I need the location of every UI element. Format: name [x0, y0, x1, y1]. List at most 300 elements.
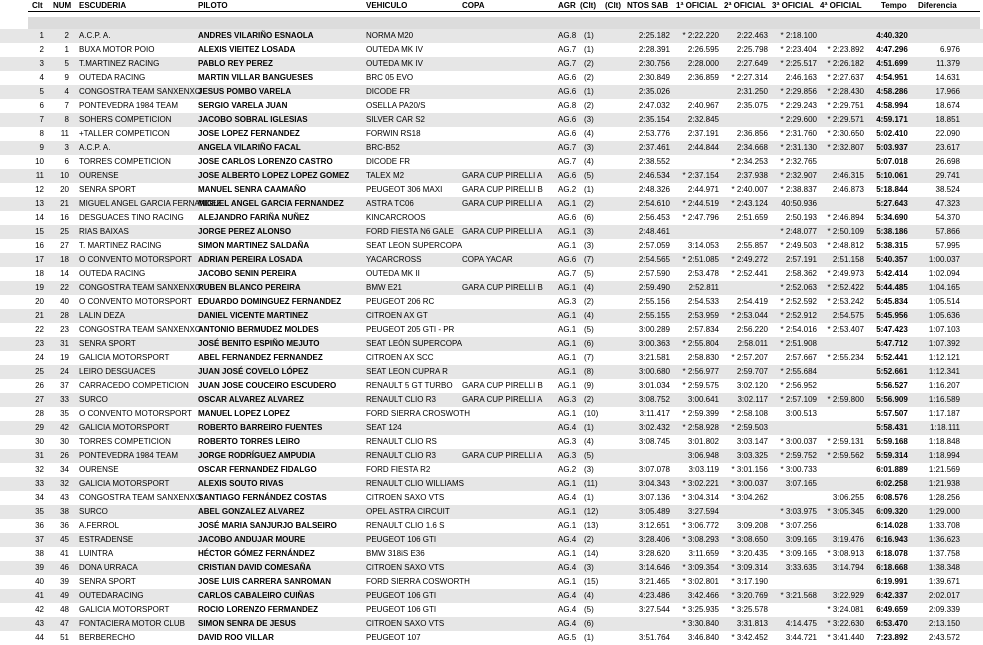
cell-tempo: 6:42.337 — [876, 591, 908, 600]
cell-tempo: 5:56.527 — [876, 381, 908, 390]
table-row — [0, 71, 983, 85]
cell-oficial-3: * 2:32.907 — [780, 171, 817, 180]
cell-diferencia: 1:00.037 — [928, 255, 960, 264]
cell-clt-agr: (10) — [584, 409, 599, 418]
cell-ntos-sab: 2:35.026 — [638, 87, 670, 96]
table-row — [0, 407, 983, 421]
cell-clt: 13 — [35, 199, 44, 208]
cell-piloto: JACOBO SOBRAL IGLESIAS — [198, 115, 308, 124]
cell-tempo: 5:45.956 — [876, 311, 908, 320]
cell-clt: 43 — [35, 619, 44, 628]
cell-oficial-4: * 2:48.812 — [827, 241, 864, 250]
cell-diferencia: 1:37.758 — [928, 549, 960, 558]
cell-oficial-1: * 3:02.221 — [682, 479, 719, 488]
cell-vehiculo: PEUGEOT 107 — [366, 633, 421, 642]
cell-clt: 21 — [35, 311, 44, 320]
cell-ntos-sab: 3:08.745 — [638, 437, 670, 446]
cell-oficial-1: 3:06.948 — [687, 451, 719, 460]
cell-escuderia: SURCO — [79, 507, 108, 516]
cell-piloto: EDUARDO DOMINGUEZ FERNANDEZ — [198, 297, 342, 306]
cell-oficial-2: * 2:52.441 — [731, 269, 768, 278]
cell-vehiculo: SILVER CAR S2 — [366, 115, 425, 124]
cell-oficial-3: * 2:59.752 — [780, 451, 817, 460]
cell-vehiculo: DICODE FR — [366, 157, 410, 166]
cell-diferencia: 18.674 — [935, 101, 960, 110]
cell-clt: 3 — [39, 59, 44, 68]
cell-num: 43 — [60, 493, 69, 502]
table-row — [0, 421, 983, 435]
cell-oficial-3: * 2:57.109 — [780, 395, 817, 404]
cell-clt: 20 — [35, 297, 44, 306]
table-row — [0, 323, 983, 337]
cell-num: 18 — [60, 255, 69, 264]
cell-oficial-4: * 2:29.571 — [827, 115, 864, 124]
cell-clt: 33 — [35, 479, 44, 488]
cell-ntos-sab: 2:46.534 — [638, 171, 670, 180]
cell-vehiculo: RENAULT CLIO RS — [366, 437, 437, 446]
table-row — [0, 267, 983, 281]
cell-oficial-4: * 2:59.800 — [827, 395, 864, 404]
cell-tempo: 4:47.296 — [876, 45, 908, 54]
cell-agr: AG.7 — [558, 143, 577, 152]
cell-agr: AG.7 — [558, 59, 577, 68]
cell-diferencia: 14.631 — [935, 73, 960, 82]
cell-piloto: SERGIO VARELA JUAN — [198, 101, 288, 110]
cell-vehiculo: RENAULT CLIO WILLIAMS — [366, 479, 464, 488]
cell-escuderia: GALICIA MOTORSPORT — [79, 605, 170, 614]
table-row — [0, 463, 983, 477]
cell-agr: AG.1 — [558, 241, 577, 250]
cell-oficial-2: * 2:59.503 — [731, 423, 768, 432]
cell-ntos-sab: 2:55.156 — [638, 297, 670, 306]
cell-oficial-2: * 2:43.124 — [731, 199, 768, 208]
col-agr: AGR — [558, 1, 576, 10]
cell-vehiculo: FORD SIERRA CROSWOTH — [366, 409, 471, 418]
cell-oficial-4: * 2:30.650 — [827, 129, 864, 138]
cell-diferencia: 1:05.636 — [928, 311, 960, 320]
cell-vehiculo: PEUGEOT 306 MAXI — [366, 185, 443, 194]
cell-oficial-2: * 3:42.452 — [731, 633, 768, 642]
cell-oficial-2: 2:34.668 — [736, 143, 768, 152]
cell-clt: 37 — [35, 535, 44, 544]
cell-escuderia: O CONVENTO MOTORSPORT — [79, 409, 192, 418]
cell-diferencia: 23.617 — [935, 143, 960, 152]
cell-diferencia: 1:02.094 — [928, 269, 960, 278]
cell-diferencia: 47.323 — [935, 199, 960, 208]
cell-num: 32 — [60, 479, 69, 488]
table-row — [0, 281, 983, 295]
cell-clt: 25 — [35, 367, 44, 376]
cell-oficial-3: 2:58.362 — [785, 269, 817, 278]
cell-clt-agr: (1) — [584, 423, 594, 432]
cell-agr: AG.1 — [558, 521, 577, 530]
cell-escuderia: TORRES COMPETICION — [79, 157, 171, 166]
cell-piloto: JOSE ALBERTO LOPEZ LOPEZ GOMEZ — [198, 171, 350, 180]
cell-clt: 42 — [35, 605, 44, 614]
cell-agr: AG.5 — [558, 633, 577, 642]
cell-num: 47 — [60, 619, 69, 628]
cell-oficial-1: 2:32.845 — [687, 115, 719, 124]
cell-copa: GARA CUP PIRELLI A — [462, 227, 543, 236]
cell-num: 33 — [60, 395, 69, 404]
cell-piloto: ROCIO LORENZO FERMANDEZ — [198, 605, 318, 614]
cell-num: 30 — [60, 437, 69, 446]
cell-diferencia: 57.995 — [935, 241, 960, 250]
cell-copa: GARA CUP PIRELLI A — [462, 171, 543, 180]
cell-diferencia: 17.966 — [935, 87, 960, 96]
cell-vehiculo: FORD SIERRA COSWORTH — [366, 577, 470, 586]
cell-diferencia: 22.090 — [935, 129, 960, 138]
cell-num: 28 — [60, 311, 69, 320]
cell-vehiculo: OSELLA PA20/S — [366, 101, 426, 110]
cell-num: 23 — [60, 325, 69, 334]
cell-oficial-3: * 3:09.165 — [780, 549, 817, 558]
cell-clt: 38 — [35, 549, 44, 558]
cell-clt: 30 — [35, 437, 44, 446]
table-row — [0, 239, 983, 253]
cell-ntos-sab: 3:21.465 — [638, 577, 670, 586]
cell-tempo: 5:02.410 — [876, 129, 908, 138]
cell-piloto: JORGE RODRÍGUEZ AMPUDIA — [198, 451, 316, 460]
cell-clt-agr: (9) — [584, 381, 594, 390]
cell-clt-agr: (1) — [584, 185, 594, 194]
cell-ntos-sab: 3:11.417 — [639, 409, 670, 418]
cell-oficial-2: 2:31.250 — [736, 87, 768, 96]
cell-ntos-sab: 2:57.590 — [638, 269, 670, 278]
header-rule — [28, 11, 980, 12]
cell-tempo: 5:52.441 — [876, 353, 908, 362]
cell-diferencia: 57.866 — [935, 227, 960, 236]
cell-tempo: 5:45.834 — [876, 297, 908, 306]
cell-vehiculo: OUTEDA MK IV — [366, 45, 423, 54]
cell-piloto: CRISTIAN DAVID COMESAÑA — [198, 563, 312, 572]
cell-vehiculo: BMW 318iS E36 — [366, 549, 425, 558]
cell-ntos-sab: 3:00.289 — [638, 325, 670, 334]
cell-num: 19 — [60, 353, 69, 362]
cell-num: 6 — [64, 157, 69, 166]
cell-tempo: 5:58.431 — [876, 423, 908, 432]
cell-tempo: 6:01.889 — [876, 465, 908, 474]
cell-agr: AG.1 — [558, 549, 577, 558]
cell-oficial-2: * 3:04.262 — [731, 493, 768, 502]
cell-diferencia: 1:21.938 — [928, 479, 960, 488]
cell-oficial-1: * 3:06.772 — [682, 521, 719, 530]
cell-num: 7 — [64, 101, 69, 110]
table-row — [0, 365, 983, 379]
cell-diferencia: 1:21.569 — [928, 465, 960, 474]
col-diferencia: Diferencia — [918, 1, 957, 10]
cell-copa: GARA CUP PIRELLI B — [462, 185, 543, 194]
cell-agr: AG.1 — [558, 199, 577, 208]
cell-oficial-3: * 2:32.765 — [780, 157, 817, 166]
cell-escuderia: CONGOSTRA TEAM SANXENXO — [79, 87, 202, 96]
cell-num: 24 — [60, 367, 69, 376]
cell-diferencia: 1:18.848 — [928, 437, 960, 446]
cell-oficial-3: * 3:00.733 — [780, 465, 817, 474]
cell-vehiculo: PEUGEOT 106 GTI — [366, 605, 437, 614]
cell-escuderia: LALIN DEZA — [79, 311, 125, 320]
cell-piloto: JACOBO SENIN PEREIRA — [198, 269, 297, 278]
cell-oficial-4: * 2:46.894 — [827, 213, 864, 222]
cell-oficial-1: * 3:09.354 — [682, 563, 719, 572]
cell-clt: 36 — [35, 521, 44, 530]
cell-oficial-3: 3:07.165 — [785, 479, 817, 488]
cell-oficial-3: * 3:03.975 — [780, 507, 817, 516]
table-row — [0, 547, 983, 561]
cell-escuderia: PONTEVEDRA 1984 TEAM — [79, 101, 178, 110]
cell-diferencia: 1:05.514 — [928, 297, 960, 306]
cell-clt-agr: (3) — [584, 143, 594, 152]
cell-clt: 14 — [35, 213, 44, 222]
cell-agr: AG.2 — [558, 185, 577, 194]
cell-oficial-2: * 2:58.108 — [731, 409, 768, 418]
cell-clt-agr: (1) — [584, 633, 594, 642]
cell-oficial-1: * 3:02.801 — [682, 577, 719, 586]
cell-oficial-3: * 2:51.908 — [780, 339, 817, 348]
cell-tempo: 6:14.028 — [876, 521, 908, 530]
cell-oficial-2: 2:22.463 — [736, 31, 768, 40]
cell-vehiculo: RENAULT CLIO R3 — [366, 451, 436, 460]
cell-tempo: 7:23.892 — [876, 633, 908, 642]
cell-oficial-1: 2:58.830 — [687, 353, 719, 362]
cell-ntos-sab: 2:48.461 — [638, 227, 670, 236]
cell-num: 4 — [64, 87, 69, 96]
cell-oficial-1: * 3:08.293 — [682, 535, 719, 544]
table-row — [0, 435, 983, 449]
cell-clt-agr: (13) — [584, 521, 599, 530]
cell-oficial-1: * 2:37.154 — [682, 171, 719, 180]
cell-vehiculo: YACARCROSS — [366, 255, 422, 264]
cell-oficial-3: * 2:52.912 — [780, 311, 817, 320]
cell-piloto: JUAN JOSÉ COVELO LÓPEZ — [198, 367, 309, 376]
cell-oficial-4: * 2:53.242 — [827, 297, 864, 306]
cell-oficial-3: * 2:29.243 — [780, 101, 817, 110]
cell-ntos-sab: 3:04.343 — [638, 479, 670, 488]
cell-clt-agr: (7) — [584, 255, 594, 264]
cell-oficial-2: 2:55.857 — [736, 241, 768, 250]
table-row — [0, 589, 983, 603]
cell-clt: 18 — [35, 269, 44, 278]
cell-oficial-3: * 3:00.037 — [780, 437, 817, 446]
cell-agr: AG.1 — [558, 227, 577, 236]
cell-num: 25 — [60, 227, 69, 236]
cell-agr: AG.3 — [558, 395, 577, 404]
cell-clt-agr: (4) — [584, 129, 594, 138]
cell-tempo: 5:34.690 — [876, 213, 908, 222]
cell-clt-agr: (7) — [584, 353, 594, 362]
cell-clt: 17 — [35, 255, 44, 264]
cell-escuderia: ESTRADENSE — [79, 535, 134, 544]
cell-clt-agr: (1) — [584, 45, 594, 54]
cell-agr: AG.4 — [558, 605, 577, 614]
cell-tempo: 4:51.699 — [876, 59, 908, 68]
cell-clt: 32 — [35, 465, 44, 474]
cell-oficial-4: * 2:50.109 — [827, 227, 864, 236]
cell-clt: 9 — [39, 143, 44, 152]
cell-oficial-3: 40:50.936 — [781, 199, 817, 208]
cell-escuderia: OURENSE — [79, 171, 119, 180]
cell-escuderia: SURCO — [79, 395, 108, 404]
cell-oficial-3: * 2:25.517 — [780, 59, 817, 68]
cell-ntos-sab: 2:35.154 — [638, 115, 670, 124]
cell-diferencia: 54.370 — [935, 213, 960, 222]
cell-agr: AG.1 — [558, 367, 577, 376]
cell-oficial-1: * 2:55.804 — [682, 339, 719, 348]
table-row — [0, 309, 983, 323]
cell-vehiculo: CITROEN SAXO VTS — [366, 493, 445, 502]
cell-oficial-2: 2:54.419 — [736, 297, 768, 306]
cell-piloto: JOSE LOPEZ FERNANDEZ — [198, 129, 300, 138]
cell-diferencia: 1:36.623 — [928, 535, 960, 544]
cell-oficial-2: * 3:17.190 — [731, 577, 768, 586]
cell-clt: 2 — [39, 45, 44, 54]
col-piloto: PILOTO — [198, 1, 228, 10]
cell-diferencia: 1:18.994 — [928, 451, 960, 460]
cell-escuderia: CARRACEDO COMPETICION — [79, 381, 189, 390]
cell-oficial-3: * 2:52.592 — [780, 297, 817, 306]
cell-agr: AG.4 — [558, 423, 577, 432]
cell-oficial-3: 2:57.667 — [785, 353, 817, 362]
table-row — [0, 477, 983, 491]
cell-oficial-4: * 2:29.751 — [827, 101, 864, 110]
cell-oficial-2: 2:58.011 — [737, 339, 768, 348]
cell-clt-agr: (6) — [584, 213, 594, 222]
cell-clt: 16 — [35, 241, 44, 250]
cell-escuderia: O CONVENTO MOTORSPORT — [79, 255, 192, 264]
cell-clt: 23 — [35, 339, 44, 348]
cell-clt-agr: (3) — [584, 563, 594, 572]
cell-oficial-2: 2:56.220 — [736, 325, 768, 334]
cell-ntos-sab: 2:47.032 — [638, 101, 670, 110]
table-row — [0, 169, 983, 183]
cell-num: 2 — [64, 31, 69, 40]
cell-tempo: 5:03.937 — [876, 143, 908, 152]
cell-vehiculo: DICODE FR — [366, 87, 410, 96]
cell-oficial-1: 2:57.834 — [687, 325, 719, 334]
cell-oficial-4: 2:51.158 — [832, 255, 864, 264]
cell-oficial-4: 2:54.575 — [832, 311, 864, 320]
cell-agr: AG.1 — [558, 409, 577, 418]
cell-vehiculo: TALEX M2 — [366, 171, 405, 180]
cell-vehiculo: KINCARCROOS — [366, 213, 426, 222]
cell-piloto: MIGUEL ANGEL GARCIA FERNANDEZ — [198, 199, 344, 208]
cell-num: 20 — [60, 185, 69, 194]
cell-vehiculo: RENAULT 5 GT TURBO — [366, 381, 453, 390]
cell-clt: 27 — [35, 395, 44, 404]
col-oficial-1: 1ª OFICIAL — [676, 1, 718, 10]
cell-oficial-4: * 2:27.637 — [827, 73, 864, 82]
cell-agr: AG.4 — [558, 591, 577, 600]
cell-clt: 10 — [35, 157, 44, 166]
cell-oficial-4: * 3:41.440 — [827, 633, 864, 642]
cell-agr: AG.1 — [558, 381, 577, 390]
cell-clt: 22 — [35, 325, 44, 334]
cell-ntos-sab: 3:14.646 — [638, 563, 670, 572]
cell-tempo: 6:53.470 — [876, 619, 908, 628]
cell-copa: COPA YACAR — [462, 255, 513, 264]
cell-oficial-4: 3:19.476 — [832, 535, 864, 544]
cell-oficial-2: 2:59.707 — [736, 367, 768, 376]
table-row — [0, 99, 983, 113]
cell-vehiculo: PEUGEOT 205 GTI - PR — [366, 325, 455, 334]
cell-piloto: JACOBO ANDUJAR MOURE — [198, 535, 306, 544]
cell-clt-agr: (14) — [584, 549, 599, 558]
cell-oficial-2: 3:03.147 — [736, 437, 768, 446]
cell-oficial-3: * 2:49.503 — [780, 241, 817, 250]
cell-oficial-4: * 2:52.422 — [827, 283, 864, 292]
cell-tempo: 5:38.186 — [876, 227, 908, 236]
cell-diferencia: 38.524 — [935, 185, 960, 194]
cell-num: 42 — [60, 423, 69, 432]
cell-oficial-1: 3:27.594 — [687, 507, 719, 516]
cell-ntos-sab: 3:00.680 — [638, 367, 670, 376]
cell-piloto: JOSÉ MARIA SANJURJO BALSEIRO — [198, 521, 337, 530]
cell-oficial-4: 2:46.315 — [832, 171, 864, 180]
cell-diferencia: 6.976 — [939, 45, 960, 54]
cell-oficial-2: * 3:08.650 — [731, 535, 768, 544]
cell-clt: 1 — [39, 31, 44, 40]
cell-oficial-3: 3:33.635 — [785, 563, 817, 572]
cell-ntos-sab: 2:53.776 — [638, 129, 670, 138]
cell-oficial-4: * 2:28.430 — [827, 87, 864, 96]
cell-oficial-1: 2:44.844 — [687, 143, 719, 152]
cell-vehiculo: OPEL ASTRA CIRCUIT — [366, 507, 450, 516]
cell-num: 10 — [60, 171, 69, 180]
cell-oficial-1: * 2:51.085 — [682, 255, 719, 264]
cell-clt-agr: (1) — [584, 493, 594, 502]
cell-clt-agr: (1) — [584, 87, 594, 96]
col-clt-agr: (Clt) — [580, 1, 596, 10]
cell-ntos-sab: 3:08.752 — [638, 395, 670, 404]
col-num: NUM — [53, 1, 72, 10]
cell-agr: AG.1 — [558, 507, 577, 516]
cell-oficial-1: 2:53.478 — [687, 269, 719, 278]
cell-tempo: 6:18.078 — [876, 549, 908, 558]
table-row — [0, 85, 983, 99]
cell-piloto: JESUS POMBO VARELA — [198, 87, 292, 96]
cell-tempo: 5:47.423 — [876, 325, 908, 334]
cell-oficial-3: * 2:31.760 — [780, 129, 817, 138]
cell-escuderia: T. MARTINEZ RACING — [79, 241, 162, 250]
cell-ntos-sab: 4:23.486 — [638, 591, 670, 600]
cell-clt-agr: (2) — [584, 73, 594, 82]
cell-oficial-2: * 3:20.769 — [731, 591, 768, 600]
cell-vehiculo: BRC 05 EVO — [366, 73, 414, 82]
cell-piloto: SANTIAGO FERNÁNDEZ COSTAS — [198, 493, 327, 502]
cell-diferencia: 1:18.111 — [930, 423, 960, 432]
cell-tempo: 5:27.643 — [876, 199, 908, 208]
cell-tempo: 4:58.286 — [876, 87, 908, 96]
cell-oficial-2: 3:31.813 — [736, 619, 768, 628]
cell-agr: AG.8 — [558, 31, 577, 40]
cell-ntos-sab: 2:25.182 — [638, 31, 670, 40]
cell-copa: GARA CUP PIRELLI A — [462, 451, 543, 460]
cell-vehiculo: BRC-B52 — [366, 143, 400, 152]
cell-oficial-1: 2:52.811 — [688, 283, 719, 292]
cell-piloto: JUAN JOSE COUCEIRO ESCUDERO — [198, 381, 337, 390]
col-vehiculo: VEHICULO — [366, 1, 408, 10]
col-tempo: Tempo — [881, 1, 907, 10]
cell-oficial-3: * 2:23.404 — [780, 45, 817, 54]
cell-clt-agr: (5) — [584, 171, 594, 180]
cell-num: 41 — [60, 549, 69, 558]
cell-diferencia: 2:13.150 — [928, 619, 960, 628]
cell-ntos-sab: 3:28.406 — [638, 535, 670, 544]
cell-num: 39 — [60, 577, 69, 586]
cell-agr: AG.7 — [558, 157, 577, 166]
cell-vehiculo: CITROEN SAXO VTS — [366, 619, 445, 628]
cell-oficial-4: 3:14.794 — [832, 563, 864, 572]
